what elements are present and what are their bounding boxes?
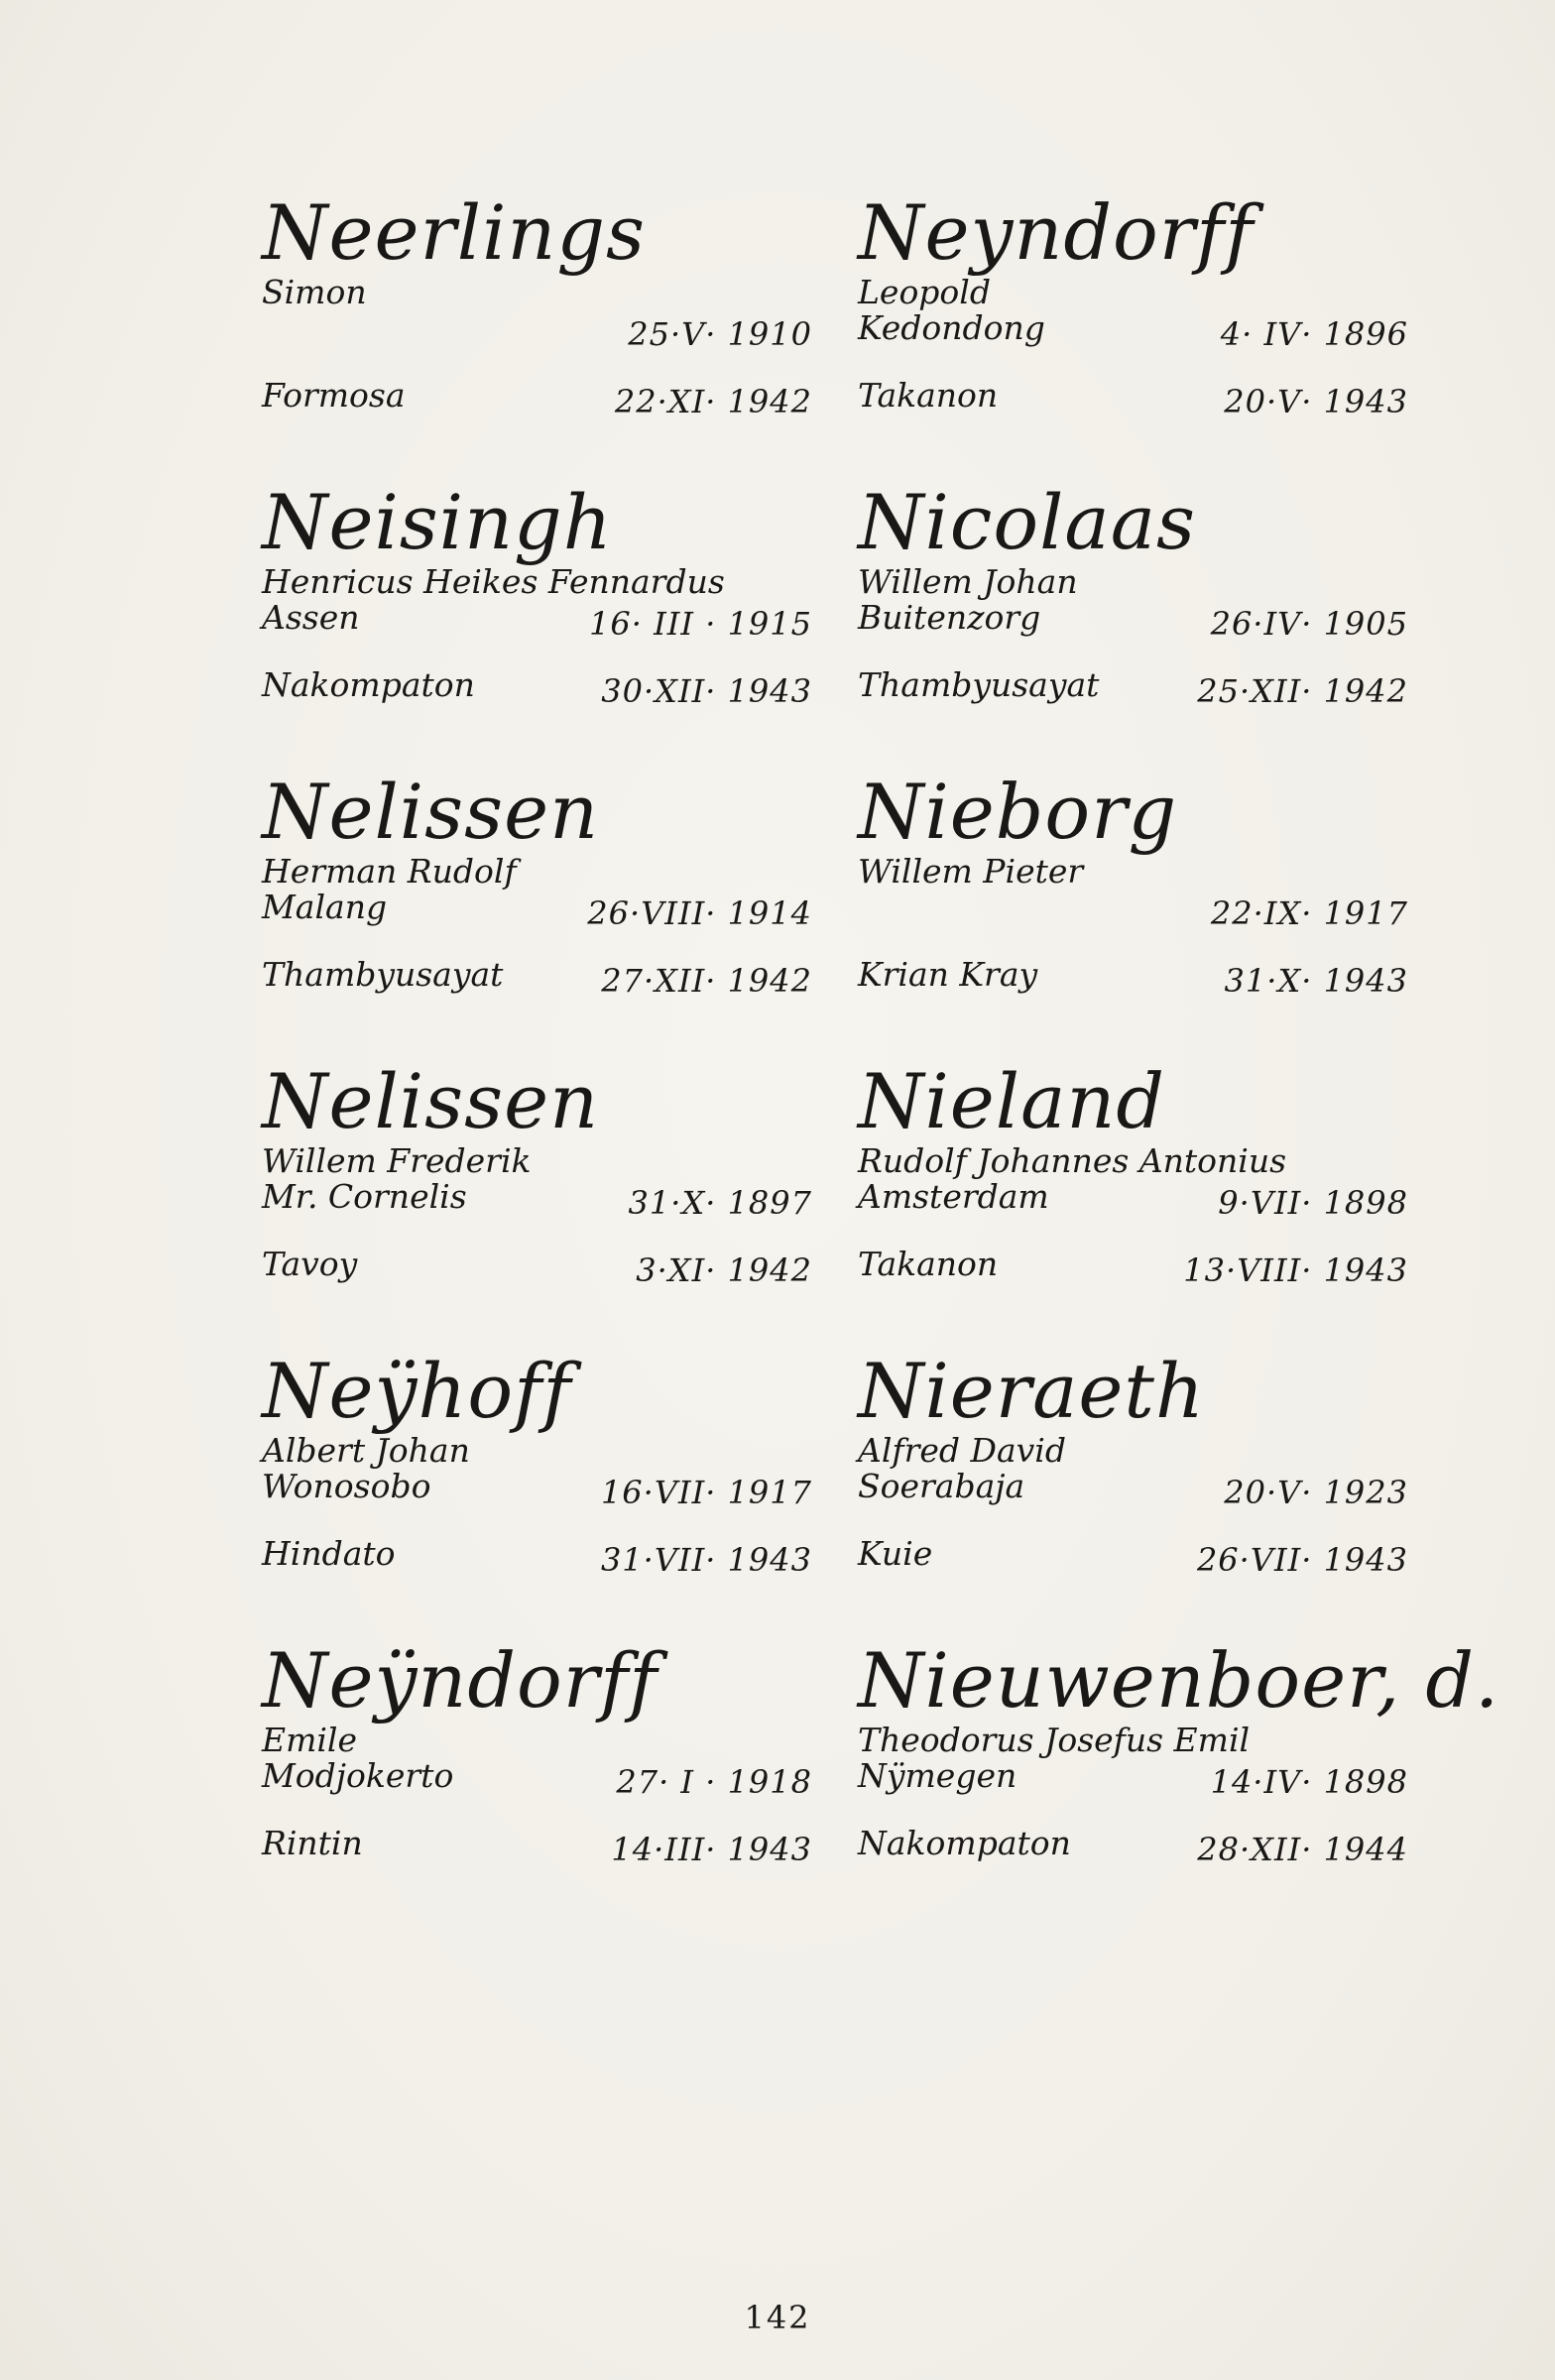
given-names-line	[858, 275, 1408, 310]
birthplace-line	[262, 888, 812, 932]
given-names-line	[858, 854, 1408, 890]
birthplace-line	[858, 1467, 1408, 1511]
death-line	[858, 1824, 1408, 1868]
surname: Nieborg	[858, 768, 1178, 856]
death-line	[262, 1245, 812, 1289]
birthplace-line	[858, 1756, 1408, 1801]
name-entry	[262, 478, 812, 773]
birth-date: 9·VII· 1898	[1218, 1184, 1408, 1222]
birth-date: 26·IV· 1905	[1210, 605, 1408, 643]
given-names: Theodorus Josefus Emil	[858, 1721, 1251, 1759]
death-place: Thambyusayat	[262, 955, 504, 994]
given-names: Willem Frederik	[262, 1141, 532, 1180]
death-place: Formosa	[262, 376, 406, 415]
name-entry	[262, 768, 812, 1062]
birthplace: Wonosobo	[262, 1467, 431, 1505]
death-place: Hindato	[262, 1534, 396, 1573]
death-date: 13·VIII· 1943	[1183, 1251, 1408, 1289]
death-date: 25·XII· 1942	[1197, 672, 1408, 710]
name-entry	[858, 768, 1408, 1062]
death-line	[262, 1534, 812, 1579]
birthplace-line	[262, 1756, 812, 1801]
death-place: Kuie	[858, 1534, 933, 1573]
birthplace-line	[858, 1177, 1408, 1222]
birthplace: Assen	[262, 598, 360, 637]
birth-date: 16· III · 1915	[589, 605, 812, 643]
death-line	[262, 955, 812, 1000]
death-date: 3·XI· 1942	[636, 1251, 812, 1289]
name-entry	[262, 188, 812, 483]
given-names-line	[262, 1143, 812, 1179]
given-names-line	[858, 1723, 1408, 1758]
birth-date: 20·V· 1923	[1224, 1474, 1408, 1511]
death-date: 31·VII· 1943	[600, 1541, 812, 1579]
death-place: Nakompaton	[858, 1824, 1071, 1862]
given-names: Willem Johan	[858, 562, 1078, 601]
death-date: 28·XII· 1944	[1197, 1831, 1408, 1868]
birthplace: Nÿmegen	[858, 1756, 1017, 1795]
birthplace: Malang	[262, 888, 388, 926]
given-names: Herman Rudolf	[262, 852, 517, 891]
name-entry	[858, 1347, 1408, 1641]
birthplace: Modjokerto	[262, 1756, 454, 1795]
given-names-line	[262, 1433, 812, 1469]
death-line	[858, 665, 1408, 710]
death-line	[858, 1245, 1408, 1289]
death-date: 22·XI· 1942	[614, 383, 812, 420]
birthplace-line	[858, 890, 1408, 932]
given-names: Rudolf Johannes Antonius	[858, 1141, 1287, 1180]
given-names: Albert Johan	[262, 1431, 470, 1470]
birthplace: Soerabaja	[858, 1467, 1025, 1505]
given-names: Emile	[262, 1721, 358, 1759]
birthplace-line	[858, 308, 1408, 353]
birth-date: 27· I · 1918	[616, 1763, 812, 1801]
given-names-line	[858, 1143, 1408, 1179]
birth-date: 31·X· 1897	[628, 1184, 812, 1222]
surname: Nieland	[858, 1057, 1165, 1145]
name-entry	[262, 1347, 812, 1641]
surname: Neÿndorff	[262, 1636, 658, 1725]
given-names-line	[262, 564, 812, 600]
page-number: 142	[744, 2299, 811, 2336]
death-date: 27·XII· 1942	[601, 962, 812, 1000]
birth-date: 22·IX· 1917	[1210, 894, 1408, 932]
given-names: Leopold	[858, 273, 991, 311]
name-entry	[858, 188, 1408, 483]
given-names: Henricus Heikes Fennardus	[262, 562, 725, 601]
death-line	[262, 1824, 812, 1868]
given-names-line	[262, 854, 812, 890]
surname: Nelissen	[262, 1057, 600, 1145]
death-place: Nakompaton	[262, 665, 475, 704]
given-names: Alfred David	[858, 1431, 1066, 1470]
surname: Neisingh	[262, 478, 613, 566]
birth-date: 14·IV· 1898	[1210, 1763, 1408, 1801]
surname: Nieuwenboer, d.	[858, 1636, 1500, 1725]
given-names-line	[858, 1433, 1408, 1469]
death-place: Takanon	[858, 376, 999, 415]
death-date: 26·VII· 1943	[1196, 1541, 1408, 1579]
given-names: Simon	[262, 273, 367, 311]
death-place: Tavoy	[262, 1245, 358, 1283]
right-column	[858, 188, 1500, 1931]
death-place: Krian Kray	[858, 955, 1038, 994]
death-date: 31·X· 1943	[1224, 962, 1408, 1000]
birthplace-line	[262, 598, 812, 643]
death-place: Rintin	[262, 1824, 363, 1862]
left-column	[262, 188, 812, 1931]
death-line	[858, 1534, 1408, 1579]
name-entry	[858, 1057, 1408, 1352]
surname: Neÿhoff	[262, 1347, 572, 1435]
birthplace: Mr. Cornelis	[262, 1177, 467, 1216]
birth-date: 25·V· 1910	[628, 315, 812, 353]
surname: Nicolaas	[858, 478, 1197, 566]
death-line	[262, 376, 812, 420]
surname: Neerlings	[262, 188, 646, 277]
birth-date: 26·VIII· 1914	[587, 894, 812, 932]
name-entry	[858, 478, 1408, 773]
death-line	[262, 665, 812, 710]
name-entry	[262, 1636, 812, 1931]
surname: Nelissen	[262, 768, 600, 856]
birthplace: Kedondong	[858, 308, 1045, 347]
given-names-line	[262, 1723, 812, 1758]
birthplace-line	[262, 1177, 812, 1222]
death-line	[858, 376, 1408, 420]
given-names-line	[858, 564, 1408, 600]
birth-date: 4· IV· 1896	[1220, 315, 1408, 353]
birthplace: Amsterdam	[858, 1177, 1049, 1216]
surname: Nieraeth	[858, 1347, 1205, 1435]
death-date: 20·V· 1943	[1224, 383, 1408, 420]
given-names: Willem Pieter	[858, 852, 1084, 891]
death-line	[858, 955, 1408, 1000]
death-place: Thambyusayat	[858, 665, 1100, 704]
name-entry	[262, 1057, 812, 1352]
birthplace-line	[262, 310, 812, 353]
given-names-line	[262, 275, 812, 310]
birth-date: 16·VII· 1917	[600, 1474, 812, 1511]
birthplace-line	[858, 598, 1408, 643]
death-place: Takanon	[858, 1245, 999, 1283]
birthplace-line	[262, 1467, 812, 1511]
death-date: 14·III· 1943	[611, 1831, 812, 1868]
birthplace: Buitenzorg	[858, 598, 1041, 637]
surname: Neyndorff	[858, 188, 1255, 277]
death-date: 30·XII· 1943	[601, 672, 812, 710]
name-entry	[858, 1636, 1500, 1931]
